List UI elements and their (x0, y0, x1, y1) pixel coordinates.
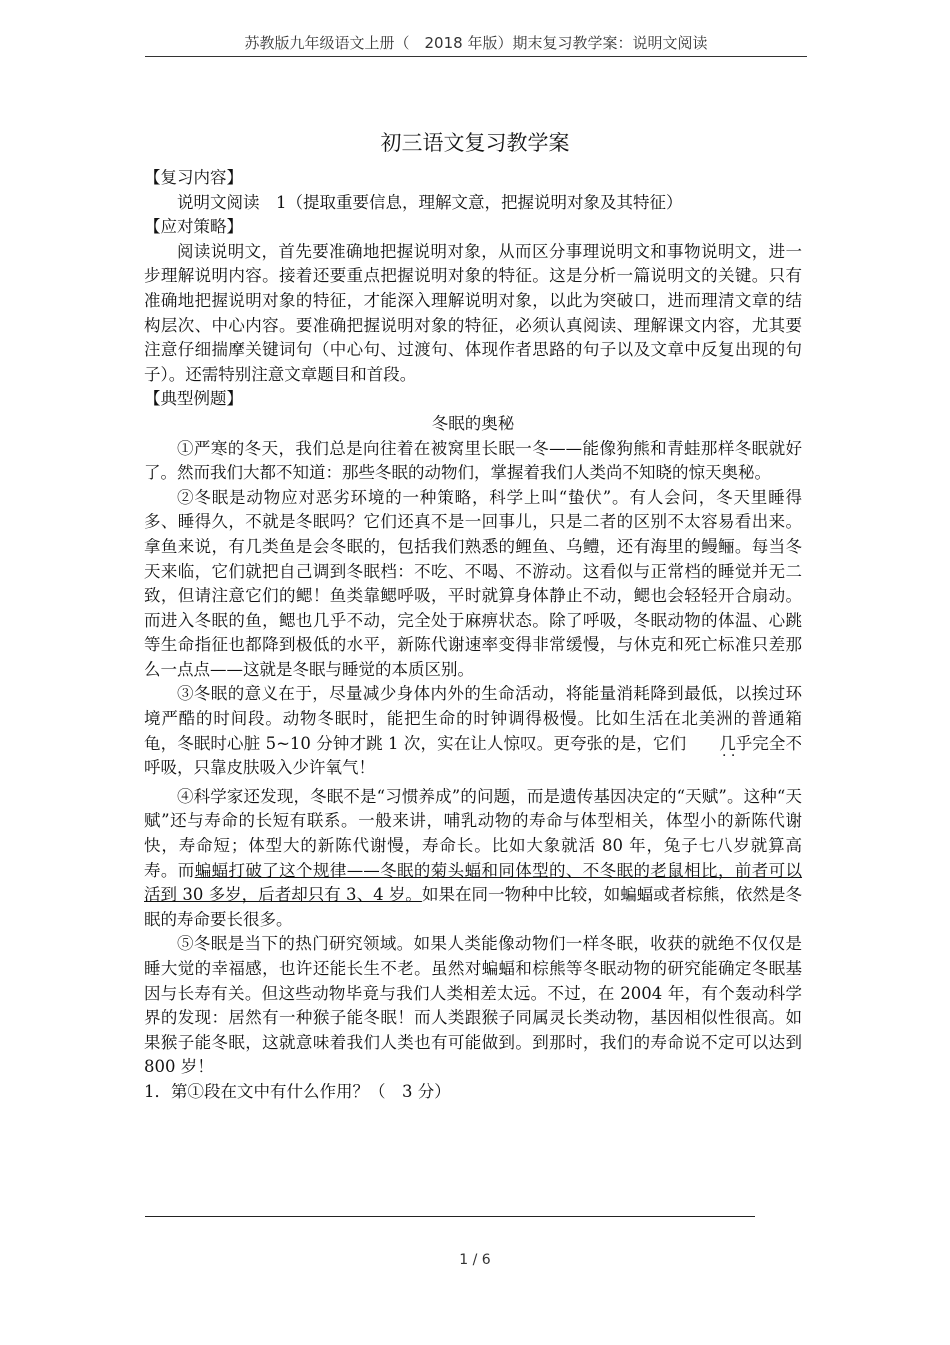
document-body (144, 166, 802, 1105)
example-heading: 【典型例题】 (144, 389, 243, 409)
paragraph-3-text-a: ③冬眠的意义在于，尽量减少身体内外的生命活动，将能量消耗降到最低，以挨过环境严酷的时间段。动物冬眠时，能把生命的时钟调得极慢。比如生活在北美洲的普通箱龟，冬眠时心脏 5~10 分钟才跳 1 次，实在让人惊叹。更夸张的是，它们 (144, 684, 802, 753)
article-paragraph-4 (144, 785, 802, 933)
page-header: 苏教版九年级语文上册（ 2018 年版）期末复习教学案：说明文阅读 (145, 30, 807, 57)
page-number: 1 / 6 (459, 1252, 491, 1268)
strategy-heading: 【应对策略】 (144, 217, 243, 237)
paragraph-4-text-a: ④科学家还发现，冬眠不是“习惯养成”的问题，而是遗传基因决定的“天赋”。这种“天赋”还与寿命的长短有联系。一般来讲，哺乳动物的寿命与体型相关，体型小的新陈代谢快，寿命短；体型大的新陈代谢慢，寿命长。比如大象就活 80 年，兔子七八岁就算高寿。而 (144, 786, 802, 880)
review-heading: 【复习内容】 (144, 168, 243, 187)
article-title: 冬眠的奥秘 (431, 413, 515, 433)
paragraph-3-text-b: 完全不呼吸，只靠皮肤吸入少许氧气！ (144, 733, 803, 778)
emphasis-dots-word: 几乎 · · (686, 732, 752, 757)
answer-line[interactable] (145, 1216, 755, 1217)
article-paragraph-2: ②冬眠是动物应对恶劣环境的一种策略，科学上叫“蛰伏”。有人会问，冬天里睡得多、睡得久，不就是冬眠吗？它们还真不是一回事儿，只是二者的区别不太容易看出来。拿鱼来说，有几类鱼是会冬眠的，包括我们熟悉的鲤鱼、乌鳢，还有海里的鳗鲡。每当冬天来临，它们就把自己调到冬眠档：不吃、不喝、不游动。这看似与正常档的睡觉并无二致，但请注意它们的鳃！鱼类靠鳃呼吸，平时就算身体静止不动，鳃也会轻轻开合扇动。而进入冬眠的鱼，鳃也几乎不动，完全处于麻痹状态。除了呼吸，冬眠动物的体温、心跳等生命指征也都降到极低的水平，新陈代谢速率变得非常缓慢，与休克和死亡标准只差那么一点点——这就是冬眠与睡觉的本质区别。 (144, 487, 802, 679)
strategy-text: 阅读说明文，首先要准确地把握说明对象，从而区分事理说明文和事物说明文，进一步理解说明内容。接着还要重点把握说明对象的特征。这是分析一篇说明文的关键。只有准确地把握说明对象的特征，才能深入理解说明对象，以此为突破口，进而理清文章的结构层次、中心内容。要准确把握说明对象的特征，必须认真阅读、理解课文内容，尤其要注意仔细揣摩关键词句（中心句、过渡句、体现作者思路的句子以及文章中反复出现的句子）。还需特别注意文章题目和首段。 (144, 241, 802, 384)
article-paragraph-3 (144, 682, 802, 780)
paragraph-4-text-b: 如果在同一物种中比较，如蝙蝠或者棕熊，依然是冬眠的寿命要长很多。 (144, 885, 802, 929)
article-paragraph-1: ①严寒的冬天，我们总是向往着在被窝里长眠一冬——能像狗熊和青蛙那样冬眠就好了。然而我们大都不知道：那些冬眠的动物们，掌握着我们人类尚不知晓的惊天奥秘。 (144, 438, 802, 483)
review-content: 说明文阅读 1（提取重要信息，理解文意，把握说明对象及其特征） (177, 192, 683, 212)
article-paragraph-5: ⑤冬眠是当下的热门研究领域。如果人类能像动物们一样冬眠，收获的就绝不仅仅是睡大觉的幸福感，也许还能长生不老。虽然对蝙蝠和棕熊等冬眠动物的研究能确定冬眠基因与长寿有关。但这些动物毕竟与我们人类相差太远。不过，在 2004 年，有个轰动科学界的发现：居然有一种猴子能冬眠！而人类跟猴子同属灵长类动物，基因相似性很高。如果猴子能冬眠，这就意味着我们人类也有可能做到。到那时，我们的寿命说不定可以达到 800 岁！ (144, 934, 802, 1077)
document-title: 初三语文复习教学案 (380, 131, 570, 155)
question-1: 1．第①段在文中有什么作用？（ 3 分） (144, 1081, 451, 1101)
underlined-sentence: 蝙蝠打破了这个规律——冬眠的菊头蝠和同体型的、不冬眠的老鼠相比，前者可以活到 30 多岁，后者却只有 3、4 岁。 (144, 860, 803, 905)
